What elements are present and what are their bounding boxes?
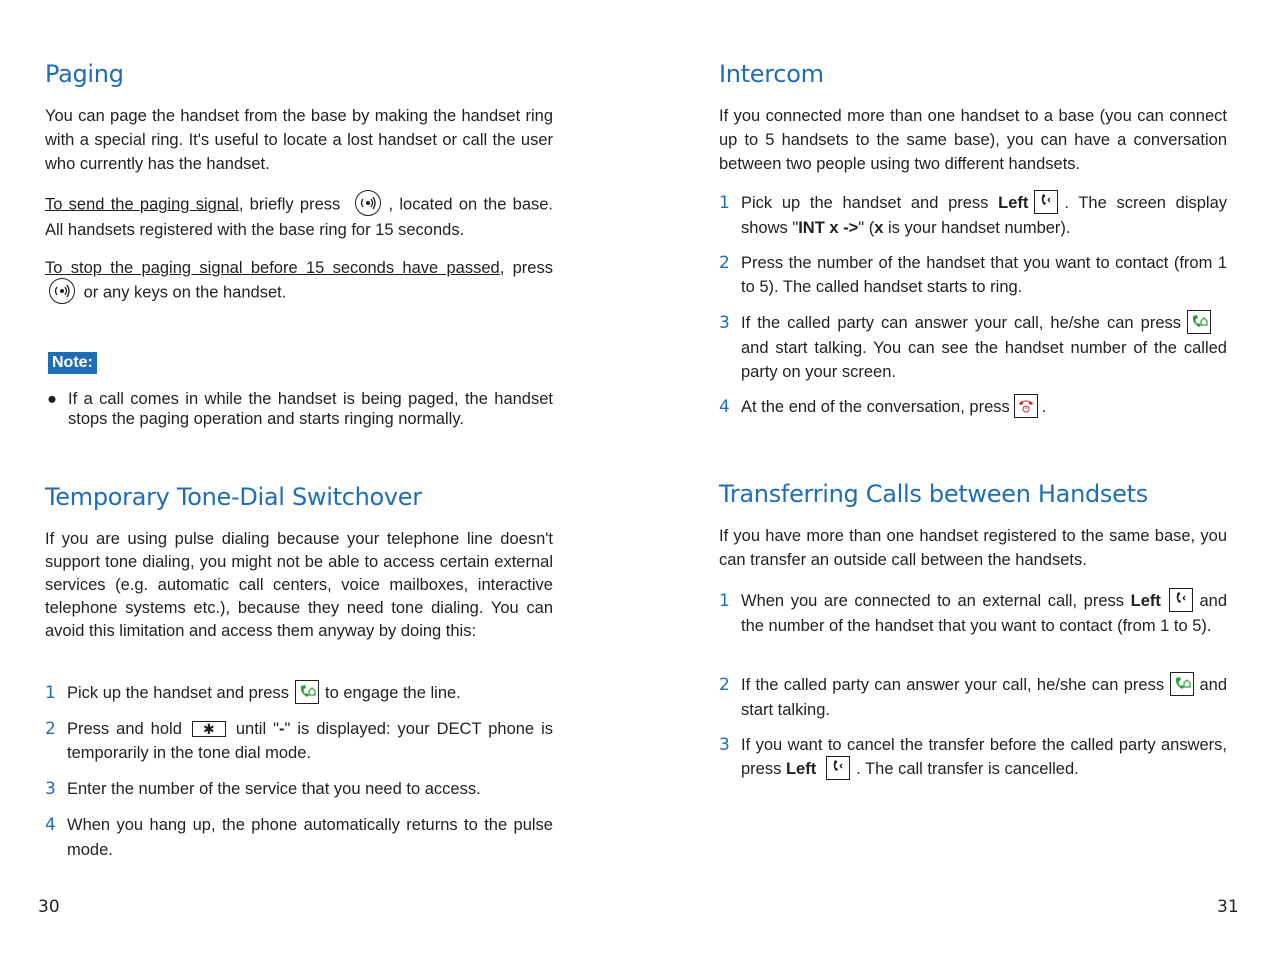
talk-key-icon [1170, 672, 1194, 696]
left-intercom-key-icon [1034, 190, 1058, 214]
intercom-step-4: 4 At the end of the conversation, press . [719, 395, 1227, 420]
talk-key-icon [295, 680, 319, 704]
paging-key-icon [49, 278, 75, 304]
intercom-step-2: 2 Press the number of the handset that you want to contact (from 1 to 5). The called handset starts to ring. [719, 253, 1227, 296]
talk-key-icon [1187, 310, 1211, 334]
bullet-dot: ● [47, 390, 57, 408]
intercom-intro: If you connected more than one handset to a base (you can connect up to 5 handsets to the same base), you can have a conversation between two people using two different handsets. [719, 107, 1227, 173]
tone-step-4: 4 When you hang up, the phone automatically returns to the pulse mode. [45, 815, 553, 859]
paging-heading: Paging [45, 60, 124, 88]
tone-step-3: 3 Enter the number of the service that you need to access. [45, 779, 481, 799]
note-bullet-item [45, 389, 553, 429]
tone-dial-intro: If you are using pulse dialing because your telephone line doesn't support tone dialing, you might not be able to access certain external services (e.g. automatic call centers, voice mailboxes, interactive telephone systems etc.), because they need tone dialing. You can avoid this limitation and access them anyway by doing this: [45, 530, 553, 640]
star-key-icon: ✱ [192, 721, 226, 737]
tone-step-1: 1 Pick up the handset and press to engage the line. [45, 681, 553, 706]
page-number-left: 30 [38, 897, 60, 917]
paging-intro: You can page the handset from the base by making the handset ring with a special ring. It's useful to locate a lost handset or call the user who currently has the handset. [45, 107, 553, 173]
transfer-intro: If you have more than one handset registered to the same base, you can transfer an outside call between the handsets. [719, 527, 1227, 569]
paging-send-paragraph: To send the paging signal, briefly press , located on the base. All handsets registered with the base ring for 15 seconds. [45, 192, 553, 242]
tone-dial-heading: Temporary Tone-Dial Switchover [45, 483, 422, 511]
transfer-step-1: 1 When you are connected to an external call, press Left and the number of the handset that you want to contact (from 1 to 5). [719, 589, 1227, 638]
intercom-step-3: 3 If the called party can answer your call, he/she can pressand start talking. You can see the handset number of the called party on your screen. [719, 311, 1227, 384]
note-label: Note: [48, 352, 97, 374]
note-text: If a call comes in while the handset is being paged, the handset stops the paging operation and starts ringing normally. [68, 390, 553, 428]
left-intercom-key-icon [1169, 588, 1193, 612]
paging-stop-underlined: To stop the paging signal before 15 seconds have passed [45, 259, 500, 277]
page-number-right: 31 [1217, 897, 1239, 917]
paging-stop-paragraph: To stop the paging signal before 15 seconds have passed, press or any keys on the handset. [45, 256, 553, 306]
transfer-step-2: 2 If the called party can answer your call, he/she can press and start talking. [719, 673, 1227, 722]
transfer-heading: Transferring Calls between Handsets [719, 480, 1148, 508]
paging-send-underlined: To send the paging signal [45, 195, 239, 214]
intercom-step-1: 1 Pick up the handset and press Left . The screen display shows "INT x ->" (x is your handset number). [719, 191, 1227, 240]
intercom-heading: Intercom [719, 60, 824, 88]
left-intercom-key-icon [826, 756, 850, 780]
end-call-key-icon [1014, 394, 1038, 418]
transfer-step-3: 3 If you want to cancel the transfer before the called party answers, press Left . The call transfer is cancelled. [719, 735, 1227, 778]
tone-step-2: 2 Press and hold ✱ until "-" is displayed: your DECT phone is temporarily in the tone dial mode. [45, 719, 553, 762]
paging-key-icon [355, 190, 381, 216]
